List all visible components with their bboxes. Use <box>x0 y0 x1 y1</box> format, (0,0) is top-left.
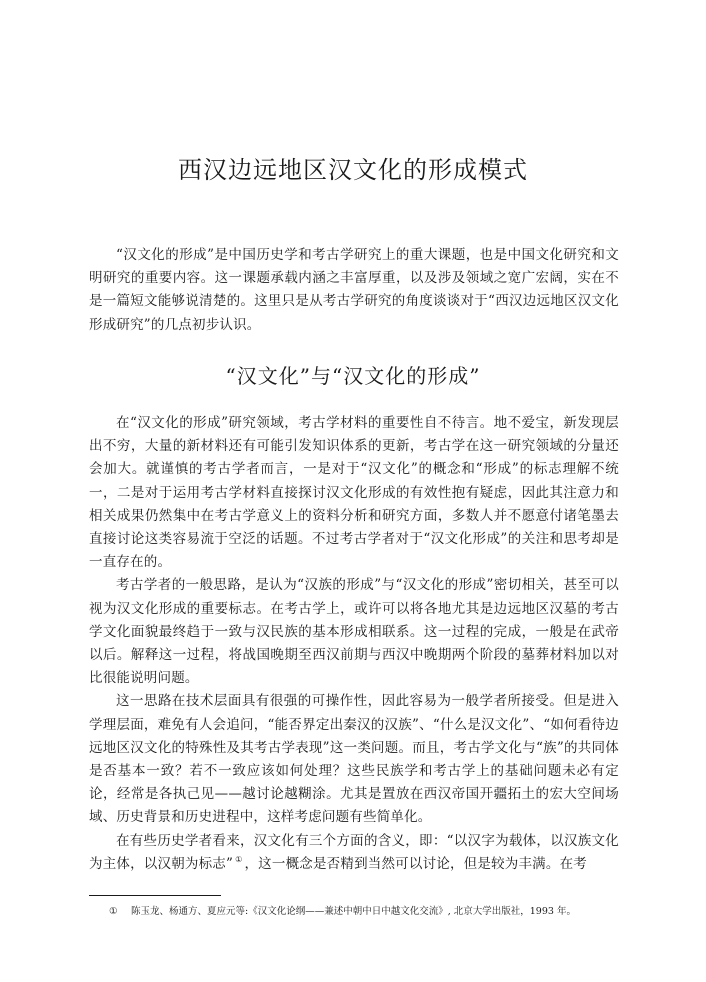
section-heading: “汉文化”与“汉文化的形成” <box>225 364 481 388</box>
footnote-reference[interactable]: ① <box>235 854 243 864</box>
footnote-divider <box>89 895 221 896</box>
footnote-marker: ① <box>109 906 118 917</box>
body-paragraph: 在“汉文化的形成”研究领域，考古学材料的重要性自不待言。地不爱宝，新发现层出不穷，大量的新材料还有可能引发知识体系的更新，考古学在这一研究领域的分量还会加大。就谨慎的考古学者而言，一是对于“汉文化”的概念和“形成”的标志理解不统一，二是对于运用考古学材料直接探讨汉文化形成的有效性抱有疑虑，因此其注意力和相关成果仍然集中在考古学意义上的资料分析和研究方面，多数人并不愿意付诸笔墨去直接讨论这类容易流于空泛的话题。不过考古学者对于“汉文化形成”的关注和思考却是一直存在的。 <box>89 415 619 571</box>
paragraph-text: ，这一概念是否精到当然可以讨论，但是较为丰满。在考 <box>244 855 587 872</box>
article-title: 西汉边远地区汉文化的形成模式 <box>178 156 528 184</box>
abstract-paragraph: “汉文化的形成”是中国历史学和考古学研究上的重大课题，也是中国文化研究和文明研究的重要内容。这一课题承载内涵之丰富厚重，以及涉及领域之宽广宏阔，实在不是一篇短文能够说清楚的。这里只是从考古学研究的角度谈谈对于“西汉边远地区汉文化形成研究”的几点初步认识。 <box>89 247 619 333</box>
body-text <box>89 412 619 876</box>
paragraph-text: 在有些历史学者看来，汉文化有三个方面的含义，即：“以汉字为载体，以汉族文化为主体，以汉朝为标志” <box>89 832 619 872</box>
footnote-text: 陈玉龙、杨通方、夏应元等:《汉文化论纲——兼述中朝中日中越文化交流》, 北京大学出版社，1993 年。 <box>131 906 576 917</box>
abstract-block <box>89 244 619 337</box>
body-paragraph <box>89 830 619 876</box>
body-paragraph: 这一思路在技术层面具有很强的可操作性，因此容易为一般学者所接受。但是进入学理层面，难免有人会追问，“能否界定出秦汉的汉族”、“什么是汉文化”、“如何看待边远地区汉文化的特殊性及其考古学表现”这一类问题。而且，考古学文化与“族”的共同体是否基本一致？若不一致应该如何处理？这些民族学和考古学上的基础问题未必有定论，经常是各执己见——越讨论越糊涂。尤其是置放在西汉帝国开疆拓土的宏大空间场域、历史背景和历史进程中，这样考虑问题有些简单化。 <box>89 693 619 826</box>
footnote <box>109 904 629 920</box>
body-paragraph: 考古学者的一般思路，是认为“汉族的形成”与“汉文化的形成”密切相关，甚至可以视为汉文化形成的重要标志。在考古学上，或许可以将各地尤其是边远地区汉墓的考古学文化面貌最终趋于一致与汉民族的基本形成相联系。这一过程的完成，一般是在武帝以后。解释这一过程，将战国晚期至西汉前期与西汉中晚期两个阶段的墓葬材料加以对比很能说明问题。 <box>89 577 619 687</box>
